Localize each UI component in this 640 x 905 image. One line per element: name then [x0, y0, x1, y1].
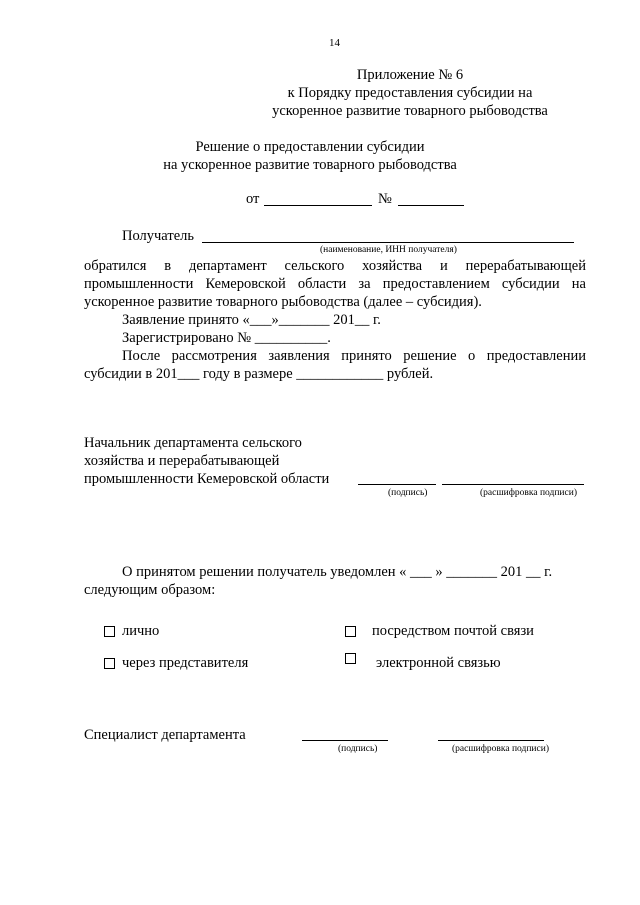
date-field-line [264, 205, 372, 206]
option-electronic-label: электронной связью [376, 655, 501, 671]
appendix-line-1: Приложение № 6 [356, 67, 464, 83]
recipient-label: Получатель [122, 228, 194, 244]
specialist-decode-line [438, 740, 544, 741]
head-decode-caption: (расшифровка подписи) [480, 488, 577, 498]
date-from-label: от [246, 191, 260, 207]
request-paragraph-line-1: обратился в департамент сельского хозяйства и перерабатывающей [84, 258, 586, 274]
number-field-line [398, 205, 464, 206]
specialist-decode-caption: (расшифровка подписи) [452, 744, 549, 754]
appendix-line-2: к Порядку предоставления субсидии на [287, 85, 533, 101]
option-in-person-checkbox[interactable] [104, 626, 115, 637]
head-signature-caption: (подпись) [388, 488, 428, 498]
specialist-signature-line [302, 740, 388, 741]
head-title-line-2: хозяйства и перерабатывающей [84, 453, 280, 469]
decision-line-2: субсидии в 201___ году в размере ____________ рублей. [84, 366, 434, 382]
notification-line-1: О принятом решении получатель уведомлен « ___ » _______ 201 __ г. [122, 564, 553, 580]
title-line-1: Решение о предоставлении субсидии [195, 139, 425, 155]
title-line-2: на ускоренное развитие товарного рыбоводства [163, 157, 457, 173]
option-representative-checkbox[interactable] [104, 658, 115, 669]
appendix-line-3: ускоренное развитие товарного рыбоводства [272, 103, 548, 119]
request-paragraph-line-2: промышленности Кемеровской области за предоставлением субсидии на [84, 276, 586, 292]
head-signature-line [358, 484, 436, 485]
specialist-label: Специалист департамента [84, 727, 246, 743]
registration-number: Зарегистрировано № __________. [122, 330, 331, 346]
request-paragraph-line-3: ускоренное развитие товарного рыбоводства (далее – субсидия). [84, 294, 482, 310]
option-post-checkbox[interactable] [345, 626, 356, 637]
page-number: 14 [329, 37, 340, 49]
option-electronic-checkbox[interactable] [345, 653, 356, 664]
decision-line-1: После рассмотрения заявления принято решение о предоставлении [122, 348, 586, 364]
specialist-signature-caption: (подпись) [338, 744, 378, 754]
application-accepted: Заявление принято «___»_______ 201__ г. [122, 312, 381, 328]
number-label: № [378, 191, 392, 207]
notification-line-2: следующим образом: [84, 582, 216, 598]
option-post-label: посредством почтой связи [372, 623, 534, 639]
head-title-line-3: промышленности Кемеровской области [84, 471, 330, 487]
head-title-line-1: Начальник департамента сельского [84, 435, 302, 451]
head-decode-line [442, 484, 584, 485]
option-in-person-label: лично [122, 623, 160, 639]
recipient-caption: (наименование, ИНН получателя) [320, 245, 457, 255]
recipient-field-line [202, 242, 574, 243]
option-representative-label: через представителя [122, 655, 249, 671]
